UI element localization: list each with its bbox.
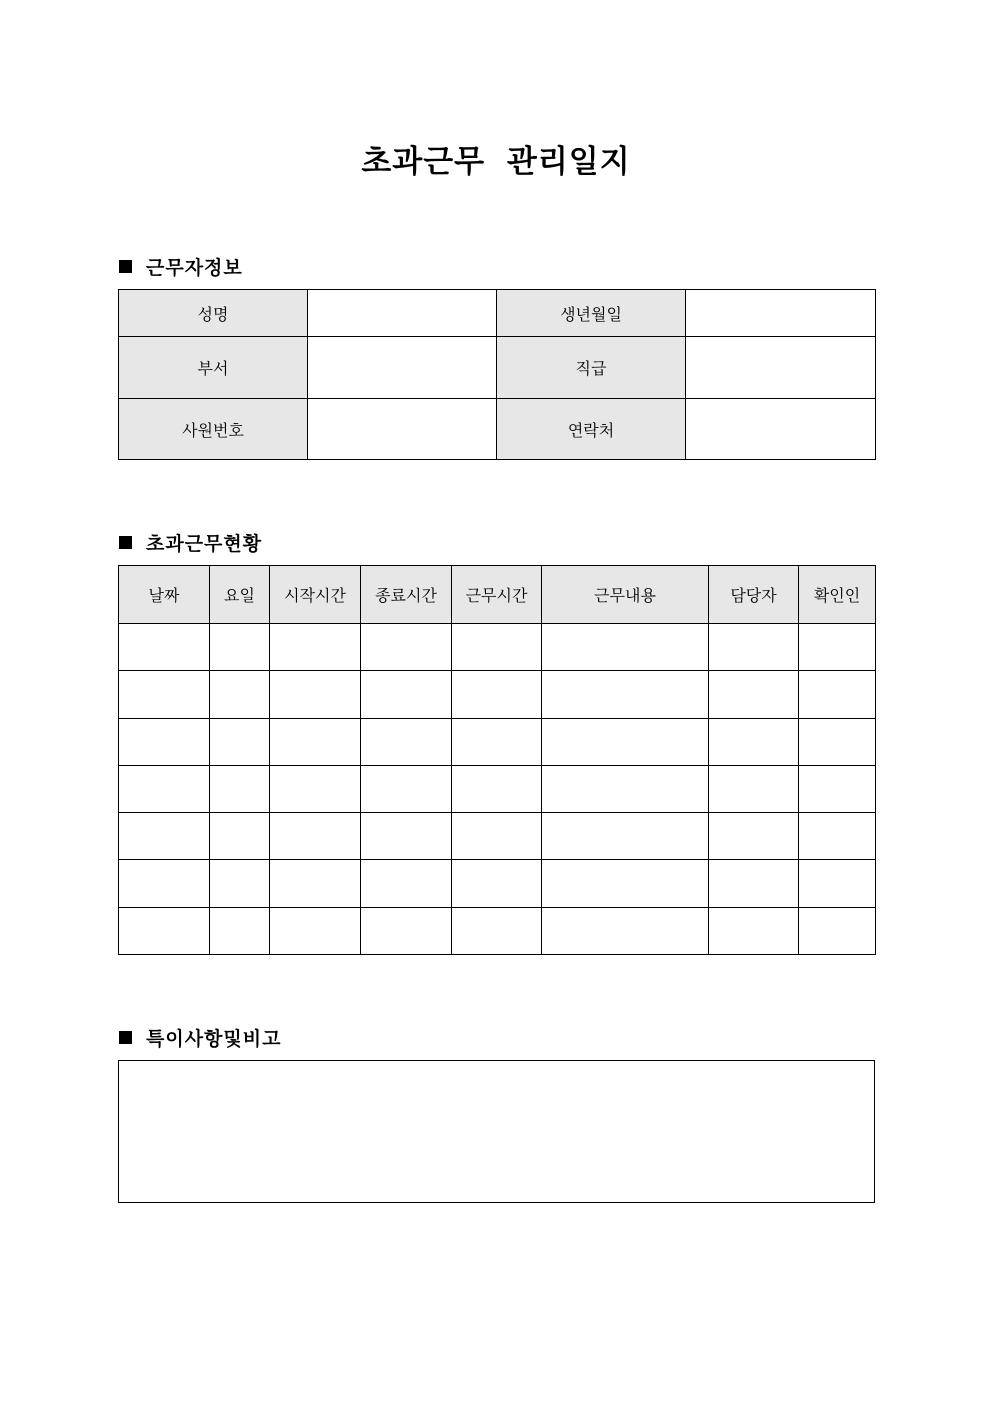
position-field[interactable]	[686, 337, 876, 399]
birth-label: 생년월일	[497, 290, 686, 337]
table-cell[interactable]	[542, 813, 709, 860]
table-cell[interactable]	[119, 860, 210, 908]
section-worker-info	[119, 253, 243, 280]
table-cell[interactable]	[542, 766, 709, 813]
table-cell[interactable]	[270, 671, 361, 719]
table-cell[interactable]	[270, 813, 361, 860]
table-row	[119, 671, 876, 719]
table-cell[interactable]	[361, 624, 452, 671]
table-cell[interactable]	[210, 860, 270, 908]
table-cell[interactable]	[709, 860, 799, 908]
contact-label: 연락처	[497, 399, 686, 460]
section-remarks	[119, 1024, 281, 1051]
table-cell[interactable]	[542, 719, 709, 766]
col-header-work-content: 근무내용	[542, 566, 709, 624]
table-cell[interactable]	[542, 624, 709, 671]
table-cell[interactable]	[452, 860, 542, 908]
table-cell[interactable]	[119, 813, 210, 860]
dept-field[interactable]	[308, 337, 497, 399]
table-cell[interactable]	[452, 624, 542, 671]
col-header-date: 날짜	[119, 566, 210, 624]
table-cell[interactable]	[119, 719, 210, 766]
worker-info-table	[118, 289, 876, 460]
col-header-approver: 확인인	[799, 566, 876, 624]
overtime-table	[118, 565, 876, 955]
table-cell[interactable]	[210, 766, 270, 813]
table-row	[119, 860, 876, 908]
table-cell[interactable]	[709, 624, 799, 671]
section-title: 특이사항및비고	[146, 1028, 282, 1050]
table-cell[interactable]	[799, 860, 876, 908]
contact-field[interactable]	[686, 399, 876, 460]
table-cell[interactable]	[799, 624, 876, 671]
emp-no-label: 사원번호	[119, 399, 308, 460]
table-cell[interactable]	[270, 624, 361, 671]
col-header-start-time: 시작시간	[270, 566, 361, 624]
birth-field[interactable]	[686, 290, 876, 337]
square-bullet-icon	[119, 260, 132, 273]
table-cell[interactable]	[361, 671, 452, 719]
table-cell[interactable]	[270, 908, 361, 955]
position-label: 직급	[497, 337, 686, 399]
page-title: 초과근무 관리일지	[361, 144, 631, 180]
section-overtime-status	[119, 529, 262, 556]
section-title: 초과근무현황	[146, 533, 263, 555]
table-cell[interactable]	[361, 766, 452, 813]
table-cell[interactable]	[270, 860, 361, 908]
table-cell[interactable]	[361, 813, 452, 860]
table-cell[interactable]	[542, 860, 709, 908]
emp-no-field[interactable]	[308, 399, 497, 460]
col-header-manager: 담당자	[709, 566, 799, 624]
table-cell[interactable]	[452, 766, 542, 813]
square-bullet-icon	[119, 1031, 132, 1044]
table-cell[interactable]	[709, 766, 799, 813]
table-cell[interactable]	[210, 624, 270, 671]
table-row	[119, 624, 876, 671]
table-cell[interactable]	[799, 813, 876, 860]
table-cell[interactable]	[709, 719, 799, 766]
table-cell[interactable]	[361, 908, 452, 955]
table-cell[interactable]	[452, 813, 542, 860]
table-cell[interactable]	[119, 908, 210, 955]
table-cell[interactable]	[542, 671, 709, 719]
table-cell[interactable]	[709, 908, 799, 955]
table-cell[interactable]	[361, 860, 452, 908]
section-title: 근무자정보	[146, 257, 243, 279]
table-row	[119, 766, 876, 813]
table-cell[interactable]	[709, 813, 799, 860]
table-cell[interactable]	[361, 719, 452, 766]
table-cell[interactable]	[452, 908, 542, 955]
table-cell[interactable]	[799, 671, 876, 719]
name-field[interactable]	[308, 290, 497, 337]
col-header-work-hours: 근무시간	[452, 566, 542, 624]
remarks-box[interactable]	[118, 1060, 875, 1203]
table-row	[119, 813, 876, 860]
table-cell[interactable]	[210, 908, 270, 955]
col-header-end-time: 종료시간	[361, 566, 452, 624]
table-cell[interactable]	[709, 671, 799, 719]
table-cell[interactable]	[799, 766, 876, 813]
table-row	[119, 719, 876, 766]
dept-label: 부서	[119, 337, 308, 399]
table-cell[interactable]	[119, 766, 210, 813]
table-cell[interactable]	[452, 719, 542, 766]
table-cell[interactable]	[210, 671, 270, 719]
table-cell[interactable]	[799, 719, 876, 766]
col-header-weekday: 요일	[210, 566, 270, 624]
name-label: 성명	[119, 290, 308, 337]
table-cell[interactable]	[270, 719, 361, 766]
square-bullet-icon	[119, 536, 132, 549]
table-cell[interactable]	[119, 624, 210, 671]
table-cell[interactable]	[542, 908, 709, 955]
table-cell[interactable]	[799, 908, 876, 955]
table-cell[interactable]	[210, 813, 270, 860]
table-row	[119, 908, 876, 955]
table-cell[interactable]	[452, 671, 542, 719]
table-cell[interactable]	[119, 671, 210, 719]
header-row	[119, 566, 876, 624]
table-cell[interactable]	[270, 766, 361, 813]
table-cell[interactable]	[210, 719, 270, 766]
